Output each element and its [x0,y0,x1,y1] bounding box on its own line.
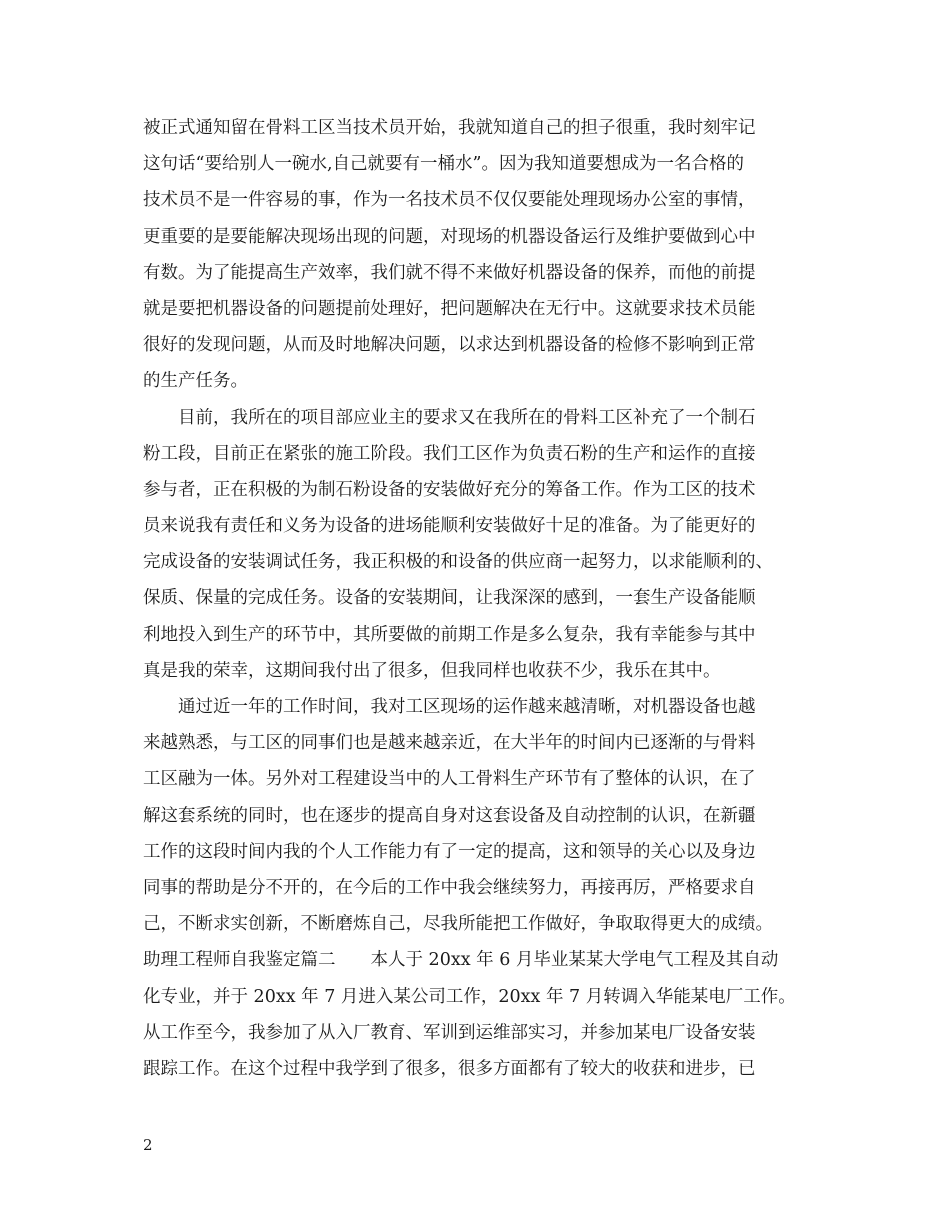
document-body [143,110,823,1087]
text-line: 粉工段，目前正在紧张的施工阶段。我们工区作为负责石粉的生产和运作的直接 [143,443,756,464]
text-line: 跟踪工作。在这个过程中我学到了很多，很多方面都有了较大的收获和进步，已 [143,1058,756,1079]
text-line: 就是要把机器设备的问题提前处理好，把问题解决在无行中。这就要求技术员能 [143,298,756,319]
text-line: 通过近一年的工作时间，我对工区现场的运作越来越清晰，对机器设备也越 [143,697,756,717]
text-line: 工区融为一体。另外对工程建设当中的人工骨料生产环节有了整体的认识，在了 [143,769,756,790]
text-line: 己，不断求实创新，不断磨炼自己，尽我所能把工作做好，争取取得更大的成绩。 [143,914,773,935]
text-line: 从工作至今，我参加了从入厂教育、军训到运维部实习，并参加某电厂设备安装 [143,1022,756,1043]
text-line: 助理工程师自我鉴定篇二 本人于 20xx 年 6 月毕业某某大学电气工程及其自动 [143,950,779,971]
text-line: 更重要的是要能解决现场出现的问题，对现场的机器设备运行及维护要做到心中 [143,226,756,247]
text-line: 来越熟悉，与工区的同事们也是越来越亲近，在大半年的时间内已逐渐的与骨料 [143,733,756,754]
text-line: 目前，我所在的项目部应业主的要求又在我所在的骨料工区补充了一个制石 [143,407,756,428]
text-line: 这句话“要给别人一碗水,自己就要有一桶水”。因为我知道要想成为一名合格的 [143,154,744,175]
text-line: 有数。为了能提高生产效率，我们就不得不来做好机器设备的保养，而他的前提 [143,262,756,283]
text-line: 的生产任务。 [143,371,248,392]
text-line: 完成设备的安装调试任务，我正积极的和设备的供应商一起努力，以求能顺利的、 [143,552,773,573]
text-line: 保质、保量的完成任务。设备的安装期间，让我深深的感到，一套生产设备能顺 [143,588,756,609]
text-line: 很好的发现问题，从而及时地解决问题，以求达到机器设备的检修不影响到正常 [143,335,756,356]
text-line: 被正式通知留在骨料工区当技术员开始，我就知道自己的担子很重，我时刻牢记 [143,118,756,138]
page-number: 2 [143,1136,153,1154]
text-line: 同事的帮助是分不开的，在今后的工作中我会继续努力，再接再厉，严格要求自 [143,877,756,898]
text-line: 利地投入到生产的环节中，其所要做的前期工作是多么复杂，我有幸能参与其中 [143,624,756,645]
text-line: 技术员不是一件容易的事，作为一名技术员不仅仅要能处理现场办公室的事情， [143,190,756,211]
text-line: 解这套系统的同时，也在逐步的提高自身对这套设备及自动控制的认识，在新疆 [143,805,756,826]
text-line: 化专业，并于 20xx 年 7 月进入某公司工作，20xx 年 7 月转调入华能某电厂工作。 [143,986,796,1007]
text-line: 员来说我有责任和义务为设备的进场能顺利安装做好十足的准备。为了能更好的 [143,516,756,537]
text-line: 真是我的荣幸，这期间我付出了很多，但我同样也收获不少，我乐在其中。 [143,660,721,681]
text-line: 参与者，正在积极的为制石粉设备的安装做好充分的筹备工作。作为工区的技术 [143,479,756,500]
text-line: 工作的这段时间内我的个人工作能力有了一定的提高，这和领导的关心以及身边 [143,841,756,862]
